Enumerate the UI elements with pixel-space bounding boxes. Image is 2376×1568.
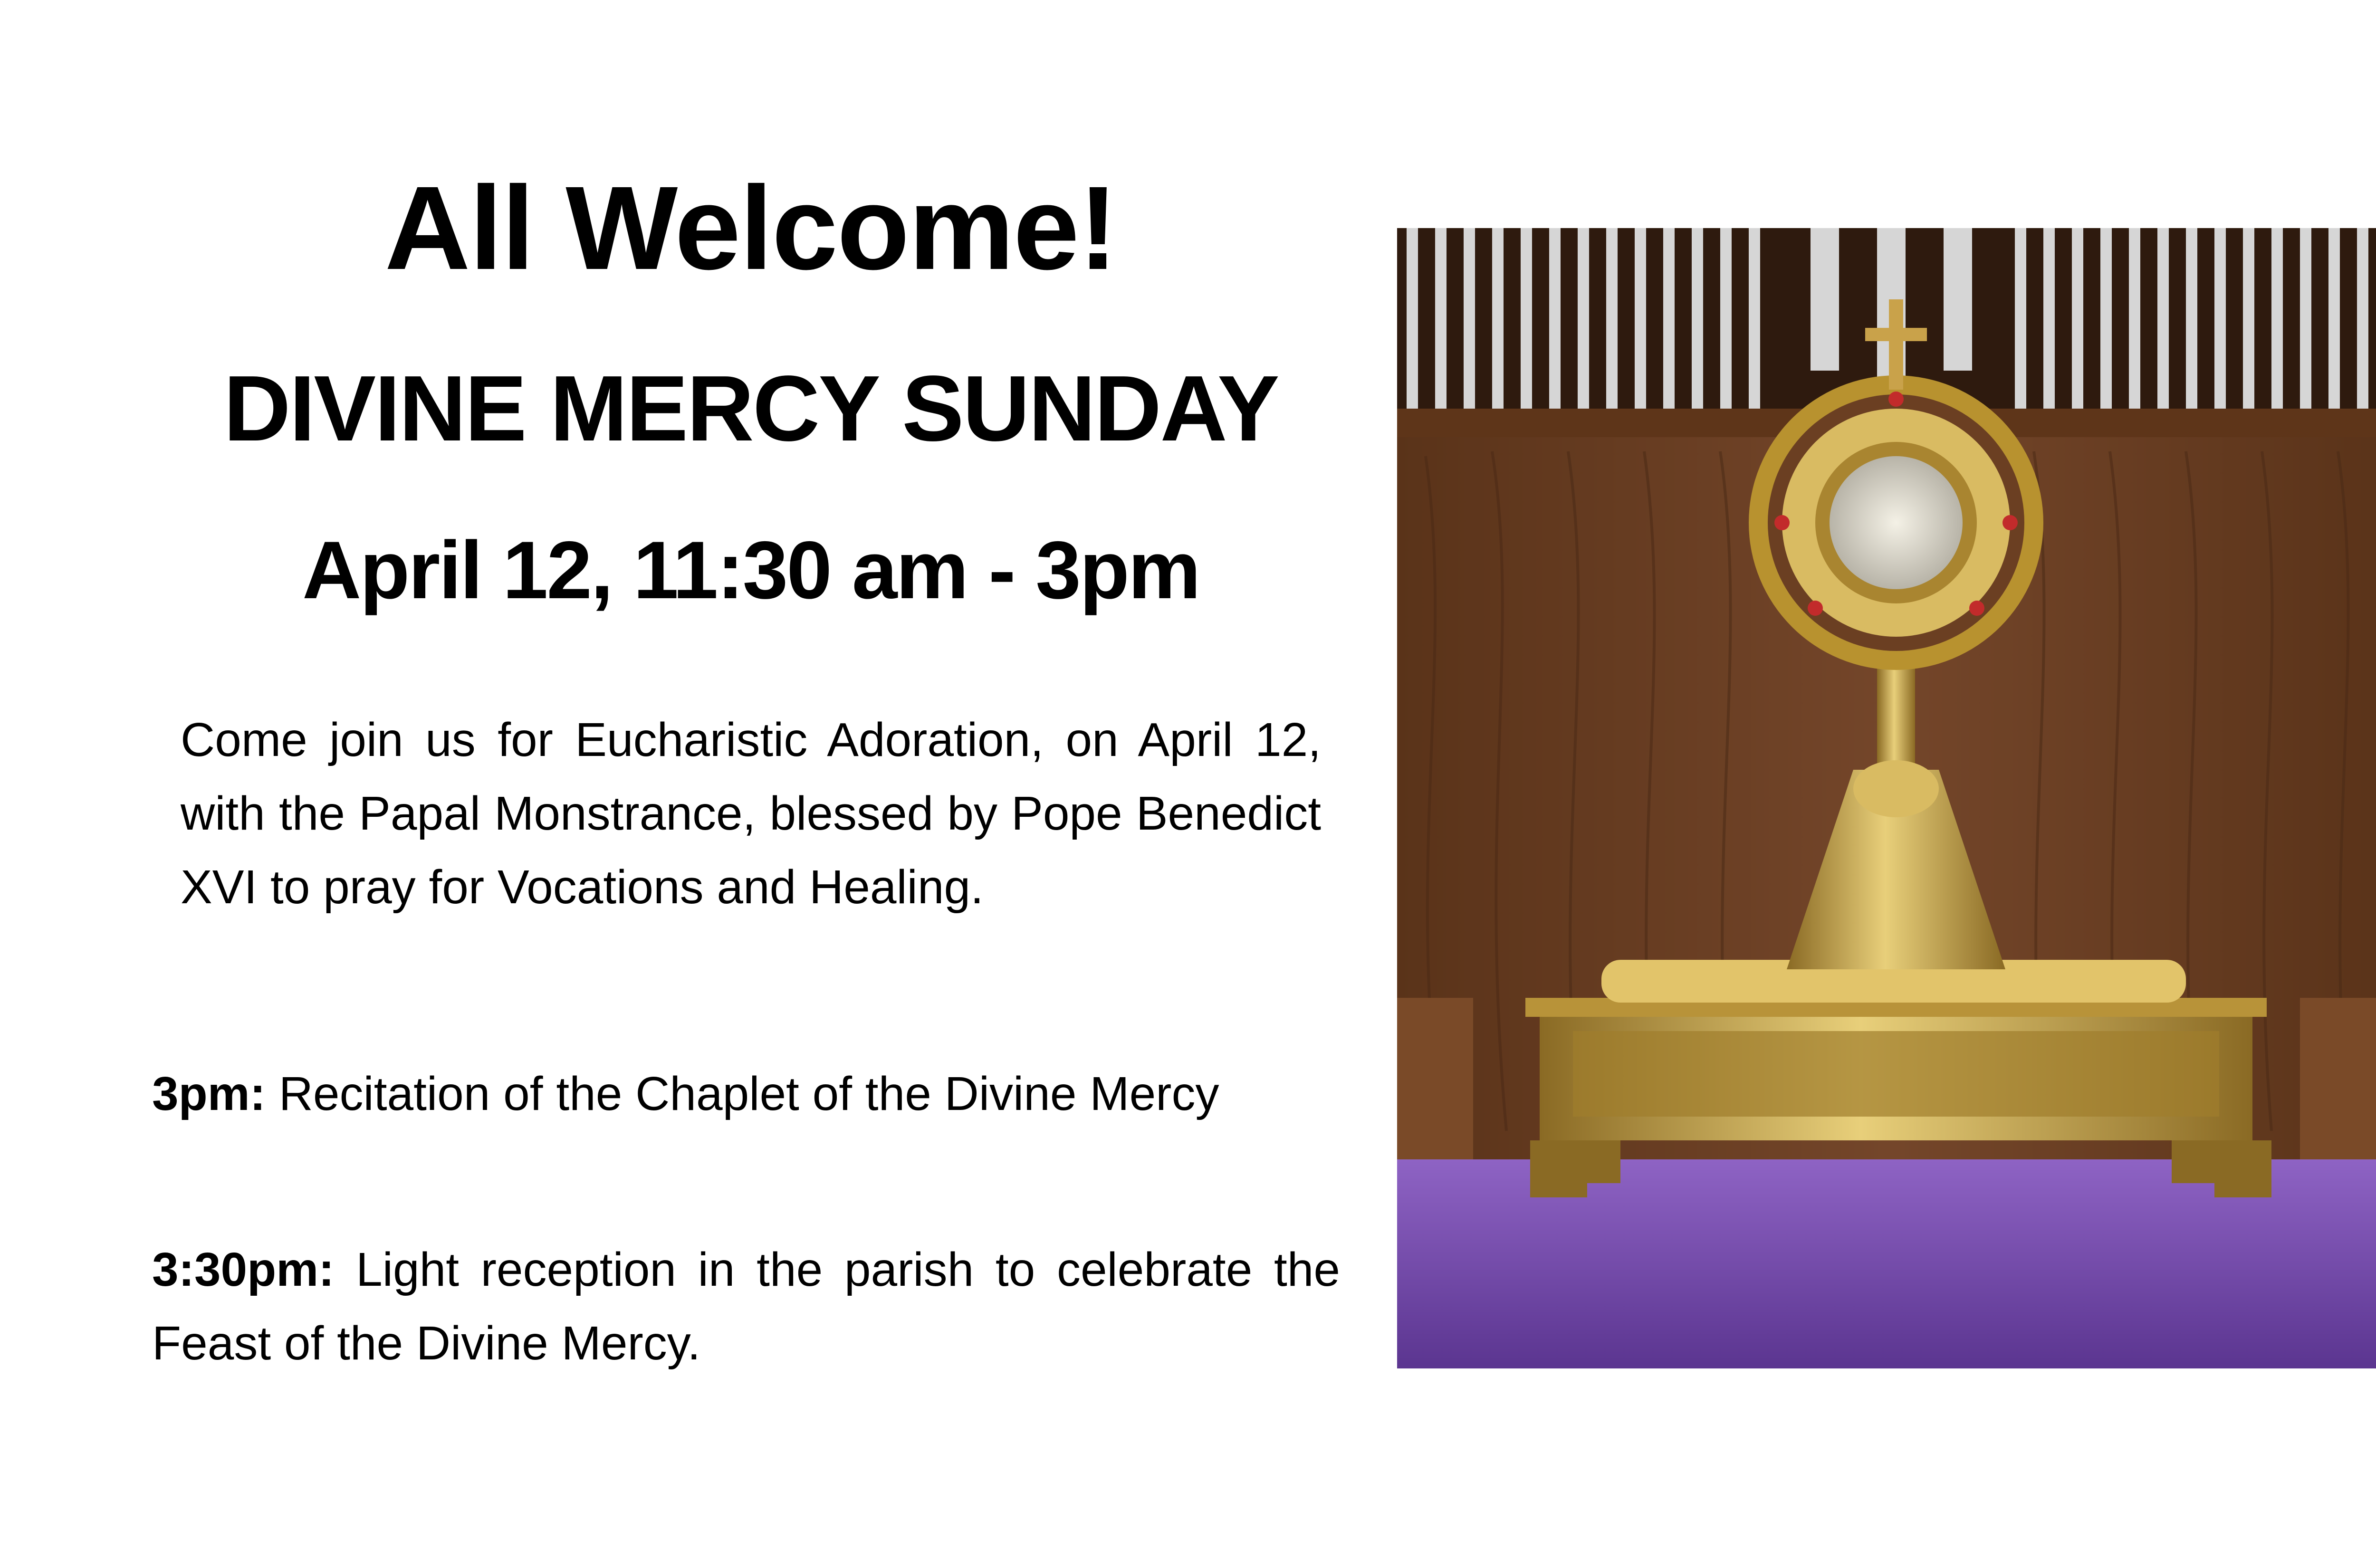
monstrance-illustration <box>1397 228 2376 1368</box>
monstrance-photo <box>1397 228 2376 1368</box>
throne-engraving <box>1573 1031 2219 1117</box>
monstrance-knot <box>1853 760 1939 817</box>
welcome-heading: All Welcome! <box>384 162 1117 294</box>
cross-vertical <box>1889 299 1903 390</box>
schedule-time: 3:30pm: <box>152 1243 335 1296</box>
schedule-description: Recitation of the Chaplet of the Divine Mercy <box>278 1067 1219 1120</box>
flyer-text-column <box>143 0 1359 1568</box>
cross-horizontal <box>1865 328 1927 341</box>
lunette <box>1830 456 1963 589</box>
monstrance-sunburst <box>1749 375 2043 670</box>
right-chair <box>2300 998 2376 1169</box>
event-title: DIVINE MERCY SUNDAY <box>223 356 1278 460</box>
intro-paragraph: Come join us for Eucharistic Adoration, on April 12, with the Papal Monstrance, blessed by Pope Benedict XVI to pray for Vocations and Healing. <box>181 713 1321 914</box>
schedule-item <box>152 1233 1340 1380</box>
schedule-time: 3pm: <box>152 1067 266 1120</box>
schedule-item <box>152 1057 1340 1131</box>
schedule-description: Light reception in the parish to celebrate the Feast of the Divine Mercy. <box>152 1243 1340 1370</box>
event-datetime: April 12, 11:30 am - 3pm <box>302 525 1199 616</box>
left-chair <box>1397 998 1473 1169</box>
